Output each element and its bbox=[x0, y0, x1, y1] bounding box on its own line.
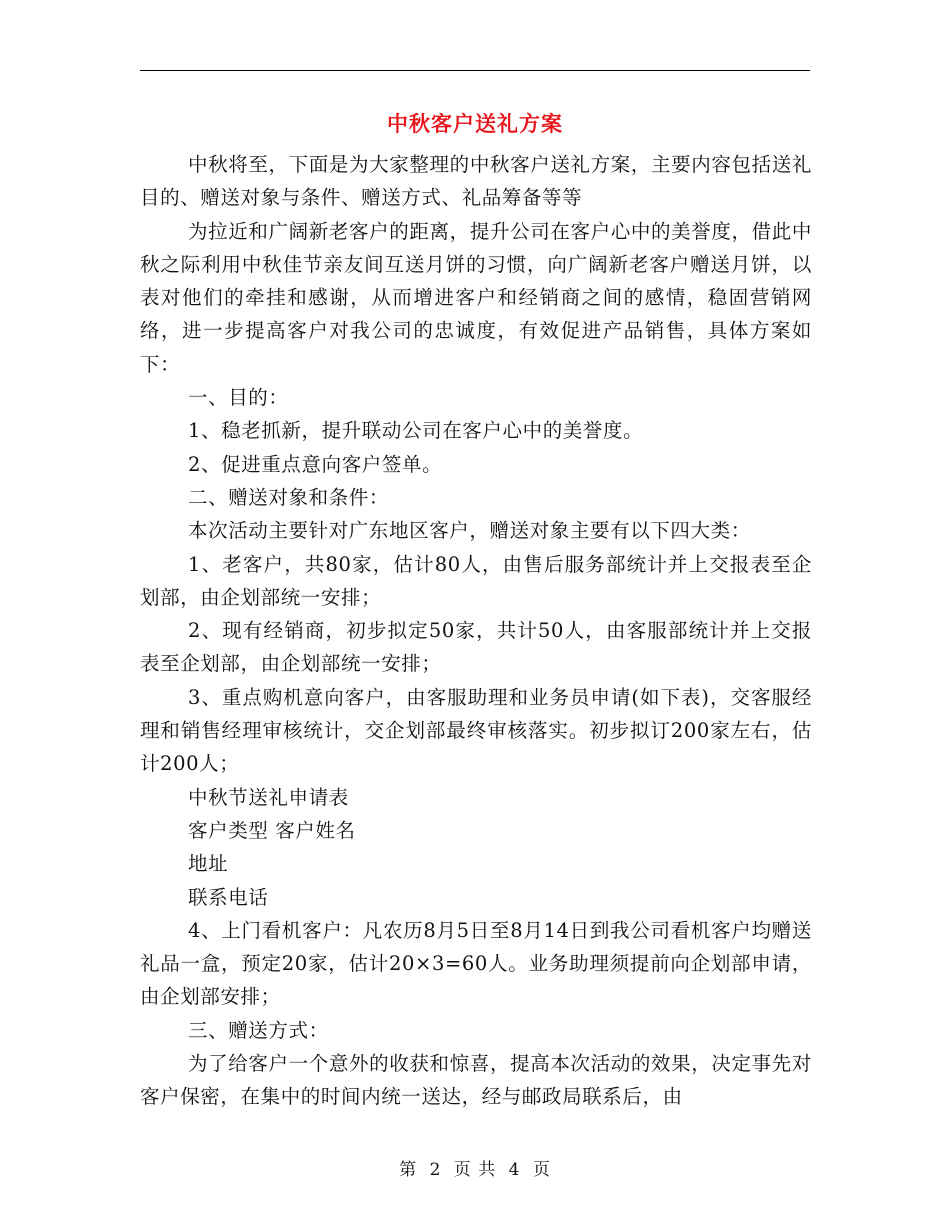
page-footer bbox=[0, 1155, 950, 1180]
list-item-recipient-3: 3、重点购机意向客户，由客服助理和业务员申请(如下表)，交客服经理和销售经理审核统计，交企划部最终审核落实。初步拟订200家左右，估计200人； bbox=[140, 685, 812, 776]
paragraph-recipients-intro: 本次活动主要针对广东地区客户，赠送对象主要有以下四大类： bbox=[188, 519, 751, 543]
footer-page-number: 2 bbox=[429, 1160, 442, 1180]
paragraph-intro: 中秋将至，下面是为大家整理的中秋客户送礼方案，主要内容包括送礼目的、赠送对象与条件、赠送方式、礼品筹备等等 bbox=[140, 153, 812, 210]
list-item-goal-2: 2、促进重点意向客户签单。 bbox=[188, 452, 443, 476]
document-title: 中秋客户送礼方案 bbox=[387, 111, 563, 136]
section-heading-goal: 一、目的： bbox=[188, 386, 289, 410]
footer-suffix: 页 bbox=[532, 1160, 551, 1180]
list-item-recipient-1: 1、老客户，共80家，估计80人，由售后服务部统计并上交报表至企划部，由企划部统一安排； bbox=[140, 552, 812, 609]
list-item-recipient-2: 2、现有经销商，初步拟定50家，共计50人，由客服部统计并上交报表至企划部，由企划部统一安排； bbox=[140, 619, 812, 676]
form-field-customer: 客户类型 客户姓名 bbox=[188, 818, 356, 842]
paragraph-purpose-summary: 为拉近和广阔新老客户的距离，提升公司在客户心中的美誉度，借此中秋之际利用中秋佳节亲友间互送月饼的习惯，向广阔新老客户赠送月饼，以表对他们的牵挂和感谢，从而增进客户和经销商之间的感情，稳固营销网络，进一步提高客户对我公司的忠诚度，有效促进产品销售，具体方案如下： bbox=[140, 219, 812, 376]
footer-middle: 页 共 bbox=[453, 1160, 497, 1180]
paragraph-method: 为了给客户一个意外的收获和惊喜，提高本次活动的效果，决定事先对客户保密，在集中的时间内统一送达，经与邮政局联系后，由 bbox=[140, 1052, 812, 1109]
section-heading-method: 三、赠送方式： bbox=[188, 1018, 329, 1042]
list-item-goal-1: 1、稳老抓新，提升联动公司在客户心中的美誉度。 bbox=[188, 419, 644, 443]
document-body bbox=[140, 148, 812, 1114]
list-item-recipient-4: 4、上门看机客户：凡农历8月5日至8月14日到我公司看机客户均赠送礼品一盒，预定20家，估计20×3=60人。业务助理须提前向企划部申请，由企划部安排； bbox=[140, 918, 812, 1009]
footer-total-pages: 4 bbox=[508, 1160, 521, 1180]
header-rule bbox=[140, 70, 810, 71]
form-field-phone: 联系电话 bbox=[188, 885, 269, 909]
footer-prefix: 第 bbox=[399, 1160, 418, 1180]
form-title: 中秋节送礼申请表 bbox=[188, 785, 349, 809]
section-heading-recipients: 二、赠送对象和条件： bbox=[188, 485, 390, 509]
form-field-address: 地址 bbox=[188, 852, 229, 876]
